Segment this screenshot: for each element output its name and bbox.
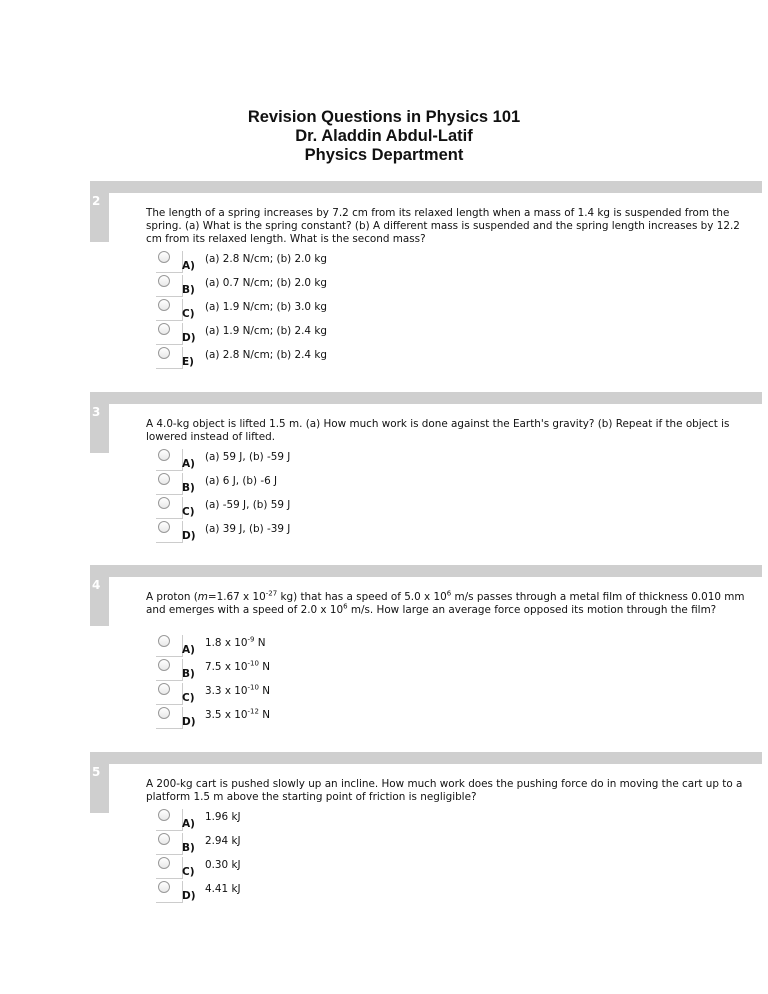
option-value: (a) 6 J, (b) -6 J bbox=[205, 475, 278, 487]
option-letter: C) bbox=[182, 866, 195, 878]
option-letter: B) bbox=[182, 842, 195, 854]
option-text bbox=[205, 523, 290, 536]
question-text-part: m/s passes through a metal film of thickness 0.010 mm and emerges with a speed of 2.0 x 10 bbox=[146, 591, 745, 616]
option-letter: A) bbox=[182, 260, 195, 272]
question-header-band bbox=[90, 752, 762, 764]
question-number: 5 bbox=[92, 765, 101, 779]
option-base: 3.3 x 10 bbox=[205, 685, 248, 697]
option-value: (a) 2.8 N/cm; (b) 2.0 kg bbox=[205, 253, 327, 265]
option-text bbox=[205, 325, 327, 338]
radio-button[interactable] bbox=[158, 323, 170, 335]
option-letter: B) bbox=[182, 668, 195, 680]
radio-button[interactable] bbox=[158, 833, 170, 845]
option-text bbox=[205, 859, 241, 872]
question-header-band bbox=[90, 181, 762, 193]
question-text-part: A proton ( bbox=[146, 591, 198, 603]
option-value: (a) 0.7 N/cm; (b) 2.0 kg bbox=[205, 277, 327, 289]
option-value: 0.30 kJ bbox=[205, 859, 241, 871]
answer-option[interactable] bbox=[156, 659, 656, 683]
option-text bbox=[205, 685, 270, 698]
radio-button[interactable] bbox=[158, 809, 170, 821]
option-letter: D) bbox=[182, 332, 196, 344]
option-value: 4.41 kJ bbox=[205, 883, 241, 895]
option-exponent: -12 bbox=[247, 707, 259, 716]
answer-option[interactable] bbox=[156, 881, 656, 905]
option-text bbox=[205, 637, 266, 650]
radio-button[interactable] bbox=[158, 683, 170, 695]
option-letter: B) bbox=[182, 482, 195, 494]
answer-option[interactable] bbox=[156, 473, 656, 497]
option-letter: C) bbox=[182, 692, 195, 704]
answer-option[interactable] bbox=[156, 635, 656, 659]
option-base: 1.8 x 10 bbox=[205, 637, 248, 649]
question-header-band bbox=[90, 565, 762, 577]
question-text-part: m bbox=[197, 591, 208, 603]
option-value: 1.96 kJ bbox=[205, 811, 241, 823]
answer-option[interactable] bbox=[156, 323, 656, 347]
option-value: (a) 39 J, (b) -39 J bbox=[205, 523, 291, 535]
option-text bbox=[205, 661, 270, 674]
radio-button[interactable] bbox=[158, 251, 170, 263]
option-text bbox=[205, 811, 241, 824]
option-letter: D) bbox=[182, 890, 196, 902]
question-text-part: -27 bbox=[265, 589, 278, 598]
question-number-column bbox=[90, 565, 109, 626]
option-text bbox=[205, 277, 327, 290]
answer-options bbox=[156, 809, 656, 905]
radio-button[interactable] bbox=[158, 857, 170, 869]
answer-options bbox=[156, 449, 656, 545]
option-exponent: -10 bbox=[247, 683, 259, 692]
radio-button[interactable] bbox=[158, 347, 170, 359]
option-text bbox=[205, 253, 327, 266]
option-letter: A) bbox=[182, 458, 195, 470]
question-text bbox=[146, 207, 746, 246]
option-exponent: -10 bbox=[247, 659, 259, 668]
option-letter: C) bbox=[182, 506, 195, 518]
question-number-column bbox=[90, 181, 109, 242]
question-text bbox=[146, 418, 746, 444]
header-author: Dr. Aladdin Abdul-Latif bbox=[295, 127, 473, 145]
option-text bbox=[205, 835, 241, 848]
radio-button[interactable] bbox=[158, 635, 170, 647]
option-value: 2.94 kJ bbox=[205, 835, 241, 847]
radio-button[interactable] bbox=[158, 299, 170, 311]
option-letter: A) bbox=[182, 644, 195, 656]
answer-option[interactable] bbox=[156, 683, 656, 707]
question-number-column bbox=[90, 752, 109, 813]
option-letter: B) bbox=[182, 284, 195, 296]
question-number-column bbox=[90, 392, 109, 453]
option-letter: C) bbox=[182, 308, 195, 320]
option-text bbox=[205, 451, 290, 464]
question-text-part: 6 bbox=[446, 589, 452, 598]
option-letter: D) bbox=[182, 716, 196, 728]
answer-option[interactable] bbox=[156, 857, 656, 881]
radio-button[interactable] bbox=[158, 521, 170, 533]
answer-option[interactable] bbox=[156, 251, 656, 275]
option-text bbox=[205, 883, 241, 896]
option-base: 7.5 x 10 bbox=[205, 661, 248, 673]
question-number: 3 bbox=[92, 405, 101, 419]
answer-option[interactable] bbox=[156, 275, 656, 299]
answer-option[interactable] bbox=[156, 347, 656, 371]
option-base: 3.5 x 10 bbox=[205, 709, 248, 721]
answer-option[interactable] bbox=[156, 833, 656, 857]
answer-option[interactable] bbox=[156, 707, 656, 731]
question-text-body: A 200-kg cart is pushed slowly up an incline. How much work does the pushing force do in moving the cart up to a platform 1.5 m above the starting point of friction is negligible? bbox=[146, 778, 743, 803]
radio-button[interactable] bbox=[158, 881, 170, 893]
question-text-body: A 4.0-kg object is lifted 1.5 m. (a) How much work is done against the Earth's gravity? (b) Repeat if the object is lowered instead of lifted. bbox=[146, 418, 730, 443]
answer-option[interactable] bbox=[156, 521, 656, 545]
option-letter: D) bbox=[182, 530, 196, 542]
option-unit: N bbox=[254, 637, 266, 649]
header-title: Revision Questions in Physics 101 bbox=[247, 108, 521, 126]
option-value: (a) 59 J, (b) -59 J bbox=[205, 451, 291, 463]
answer-options bbox=[156, 251, 656, 371]
option-value: (a) 1.9 N/cm; (b) 2.4 kg bbox=[205, 325, 327, 337]
question-text-part: kg) that has a speed of 5.0 x 10 bbox=[277, 591, 447, 603]
answer-option[interactable] bbox=[156, 449, 656, 473]
radio-button[interactable] bbox=[158, 449, 170, 461]
option-value: (a) -59 J, (b) 59 J bbox=[205, 499, 291, 511]
option-text bbox=[205, 349, 327, 362]
question-text-part: m/s. How large an average force opposed its motion through the film? bbox=[347, 604, 717, 616]
answer-option[interactable] bbox=[156, 299, 656, 323]
option-unit: N bbox=[258, 709, 271, 721]
option-text bbox=[205, 709, 270, 722]
question-text bbox=[146, 778, 746, 804]
option-value: (a) 2.8 N/cm; (b) 2.4 kg bbox=[205, 349, 327, 361]
answer-options bbox=[156, 635, 656, 731]
question-text-part: 6 bbox=[343, 602, 348, 611]
option-text bbox=[205, 475, 277, 488]
radio-button[interactable] bbox=[158, 497, 170, 509]
question-number: 4 bbox=[92, 578, 101, 592]
radio-button[interactable] bbox=[158, 707, 170, 719]
question-header-band bbox=[90, 392, 762, 404]
question-number: 2 bbox=[92, 194, 101, 208]
question-text bbox=[146, 591, 746, 617]
document-header bbox=[0, 108, 768, 165]
option-value: (a) 1.9 N/cm; (b) 3.0 kg bbox=[205, 301, 327, 313]
option-text bbox=[205, 499, 290, 512]
option-text bbox=[205, 301, 327, 314]
option-exponent: -9 bbox=[247, 635, 255, 644]
option-unit: N bbox=[258, 661, 271, 673]
radio-button[interactable] bbox=[158, 275, 170, 287]
option-letter: E) bbox=[182, 356, 194, 368]
question-text-body: The length of a spring increases by 7.2 cm from its relaxed length when a mass of 1.4 kg is suspended from the spring. (a) What is the spring constant? (b) A different mass is suspended and the spring length increases by 12.2 cm from its relaxed length. What is the second mass? bbox=[146, 207, 740, 245]
answer-option[interactable] bbox=[156, 497, 656, 521]
question-text-part: =1.67 x 10 bbox=[207, 591, 266, 603]
radio-button[interactable] bbox=[158, 473, 170, 485]
radio-button[interactable] bbox=[158, 659, 170, 671]
option-unit: N bbox=[258, 685, 271, 697]
header-department: Physics Department bbox=[304, 146, 464, 164]
answer-option[interactable] bbox=[156, 809, 656, 833]
option-letter: A) bbox=[182, 818, 195, 830]
